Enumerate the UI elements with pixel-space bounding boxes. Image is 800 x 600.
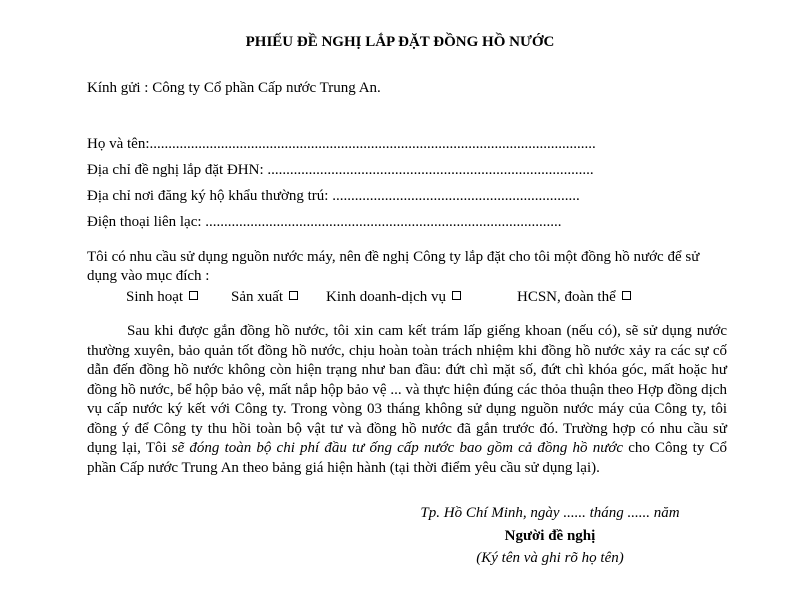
place-date-line: Tp. Hồ Chí Minh, ngày ...... tháng ...... năm — [420, 505, 680, 521]
purpose-label: Sinh hoạt — [126, 289, 184, 305]
purpose-options — [0, 289, 800, 309]
commitment-italic-text: sẽ đóng toàn bộ chi phí đầu tư ống cấp nước bao gồm cả đồng hồ nước — [171, 440, 624, 456]
purpose-option-domestic — [126, 289, 198, 306]
full-name-field: Họ và tên:....................................................................................................................... — [87, 136, 596, 152]
purpose-label: Kinh doanh-dịch vụ — [326, 289, 446, 305]
checkbox-icon — [189, 291, 198, 300]
commitment-text-end: cho Công ty Cổ phần Cấp nước Trung An theo bảng giá hiện hành (tại thời điểm yêu cầu sử dụng lại). — [87, 440, 727, 476]
need-statement: Tôi có nhu cầu sử dụng nguồn nước máy, nên đề nghị Công ty lắp đặt cho tôi một đồng hồ nước để sử dụng vào mục đích : — [87, 249, 700, 284]
purpose-label: HCSN, đoàn thể — [517, 289, 616, 305]
registered-address-field: Địa chỉ nơi đăng ký hộ khẩu thường trú: .................................................................. — [87, 188, 580, 204]
recipient-line: Kính gửi : Công ty Cổ phần Cấp nước Trung An. — [87, 80, 381, 96]
checkbox-icon — [452, 291, 461, 300]
signature-instruction: (Ký tên và ghi rõ họ tên) — [476, 550, 624, 566]
checkbox-icon — [622, 291, 631, 300]
document-title: PHIẾU ĐỀ NGHỊ LẮP ĐẶT ĐỒNG HỒ NƯỚC — [245, 34, 555, 50]
commitment-paragraph — [87, 322, 727, 478]
phone-field: Điện thoại liên lạc: ............................................................................................... — [87, 214, 562, 230]
purpose-label: Sản xuất — [231, 289, 284, 305]
install-address-field: Địa chỉ đề nghị lắp đặt ĐHN: ....................................................................................... — [87, 162, 594, 178]
commitment-text: Sau khi được gắn đồng hồ nước, tôi xin cam kết trám lấp giếng khoan (nếu có), sẽ sử dụng nước thường xuyên, bảo quản tốt đồng hồ nước, chịu hoàn toàn trách nhiệm khi đồng hồ nước xảy ra các sự cố dẫn đến đồng hồ nước không còn hiện trạng như ban đầu: đứt chì mặt số, đứt chì khóa góc, mất hoặc hư đồng hồ nước, bể hộp bảo vệ, mất nắp hộp bảo vệ ... và thực hiện đúng các thỏa thuận theo Hợp đồng dịch vụ cấp nước ký kết với Công ty. Trong vòng 03 tháng không sử dụng nguồn nước máy của Công ty, tôi đồng ý để Công ty thu hồi toàn bộ vật tư và đồng hồ nước đã gắn trước đó. Trường hợp có nhu cầu sử dụng lại, Tôi — [87, 323, 727, 456]
purpose-option-production — [231, 289, 298, 306]
purpose-option-public — [517, 289, 631, 306]
purpose-option-business — [326, 289, 461, 306]
checkbox-icon — [289, 291, 298, 300]
signer-role: Người đề nghị — [504, 528, 596, 544]
